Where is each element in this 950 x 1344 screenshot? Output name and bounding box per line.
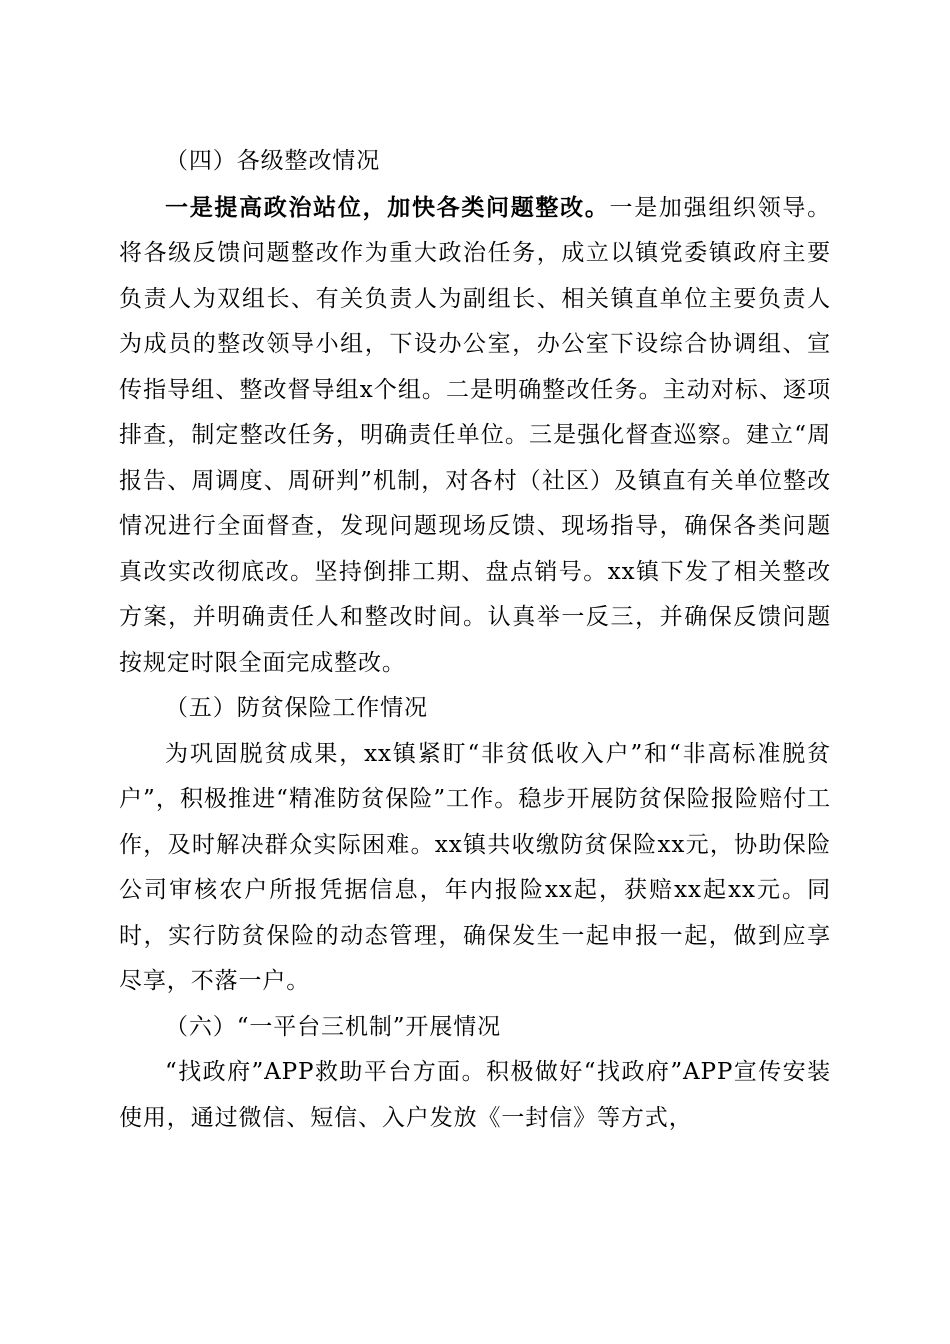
paragraph-body-text: 一是加强组织领导。将各级反馈问题整改作为重大政治任务，成立以镇党委镇政府主要负责人为双组长、有关负责人为副组长、相关镇直单位主要负责人为成员的整改领导小组，下设办公室，办公室下设综合协调组、宣传指导组、整改督导组x个组。二是明确整改任务。主动对标、逐项排查，制定整改任务，明确责任单位。三是强化督查巡察。建立“周报告、周调度、周研判”机制，对各村（社区）及镇直有关单位整改情况进行全面督查，发现问题现场反馈、现场指导，确保各类问题真改实改彻底改。坚持倒排工期、盘点销号。xx镇下发了相关整改方案，并明确责任人和整改时间。认真举一反三，并确保反馈问题按规定时限全面完成整改。 — [119, 194, 831, 676]
section-heading-6: （六）“一平台三机制”开展情况 — [165, 1013, 502, 1040]
document-body — [119, 139, 831, 1141]
section-heading-5: （五）防贫保险工作情况 — [165, 695, 428, 721]
section-heading-4: （四）各级整改情况 — [165, 148, 381, 174]
section-paragraph-4 — [119, 185, 831, 687]
paragraph-lead-bold: 一是提高政治站位，加快各类问题整改。 — [165, 193, 610, 221]
section-paragraph-5: 为巩固脱贫成果，xx镇紧盯“非贫低收入户”和“非高标准脱贫户”，积极推进“精准防贫保险”工作。稳步开展防贫保险报险赔付工作，及时解决群众实际困难。xx镇共收缴防贫保险xx元，协助保险公司审核农户所报凭据信息，年内报险xx起，获赔xx起xx元。同时，实行防贫保险的动态管理，确保发生一起申报一起，做到应享尽享，不落一户。 — [119, 740, 831, 994]
section-paragraph-6: “找政府”APP救助平台方面。积极做好“找政府”APP宣传安装使用，通过微信、短信、入户发放《一封信》等方式， — [119, 1059, 831, 1131]
